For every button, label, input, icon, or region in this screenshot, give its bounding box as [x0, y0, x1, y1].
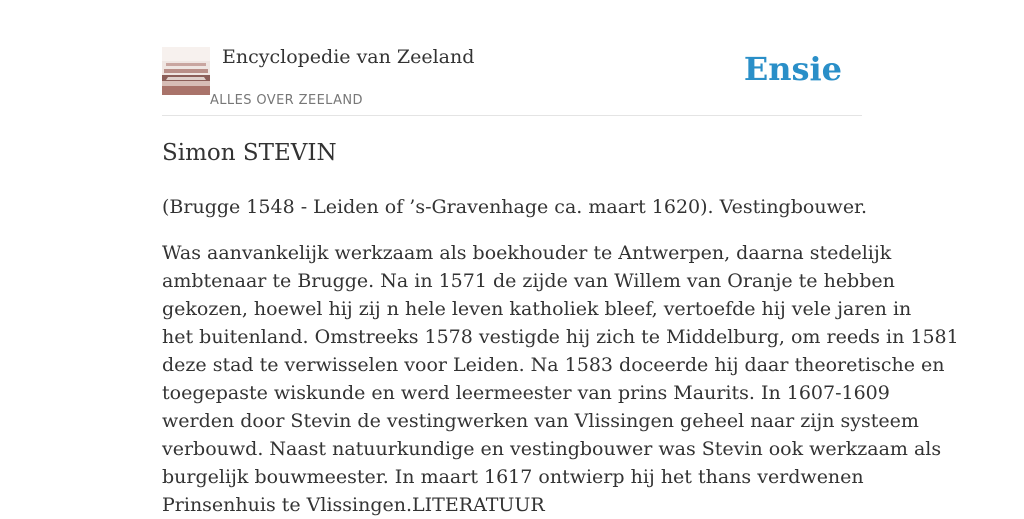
book-subtitle: ALLES OVER ZEELAND — [210, 93, 363, 108]
entry-body-line: verbouwd. Naast natuurkundige en vestingbouwer was Stevin ook werkzaam als — [162, 438, 942, 460]
book-title[interactable]: Encyclopedie van Zeeland — [222, 46, 475, 68]
entry-body-line: Prinsenhuis te Vlissingen.LITERATUUR — [162, 494, 545, 516]
page — [162, 0, 959, 516]
ensie-logo-link[interactable]: Ensie — [743, 50, 842, 88]
book-avatar-icon[interactable] — [162, 47, 210, 95]
entry-intro: (Brugge 1548 - Leiden of ’s-Gravenhage ca. maart 1620). Vestingbouwer. — [162, 196, 868, 218]
entry-title: Simon STEVIN — [162, 140, 337, 166]
entry-body-line: Was aanvankelijk werkzaam als boekhouder te Antwerpen, daarna stedelijk — [162, 242, 892, 264]
entry-body-line: ambtenaar te Brugge. Na in 1571 de zijde van Willem van Oranje te hebben — [162, 270, 895, 292]
entry-body-line: deze stad te verwisselen voor Leiden. Na 1583 doceerde hij daar theoretische en — [162, 354, 945, 376]
entry-body-line: toegepaste wiskunde en werd leermeester van prins Maurits. In 1607-1609 — [162, 382, 890, 404]
entry-body-line: burgelijk bouwmeester. In maart 1617 ontwierp hij het thans verdwenen — [162, 466, 864, 488]
header — [162, 0, 862, 116]
entry-body-line: gekozen, hoewel hij zij n hele leven katholiek bleef, vertoefde hij vele jaren in — [162, 298, 912, 320]
entry-body — [162, 239, 959, 519]
entry-body-line: het buitenland. Omstreeks 1578 vestigde hij zich te Middelburg, om reeds in 1581 — [162, 326, 959, 348]
entry-body-line: werden door Stevin de vestingwerken van Vlissingen geheel naar zijn systeem — [162, 410, 919, 432]
